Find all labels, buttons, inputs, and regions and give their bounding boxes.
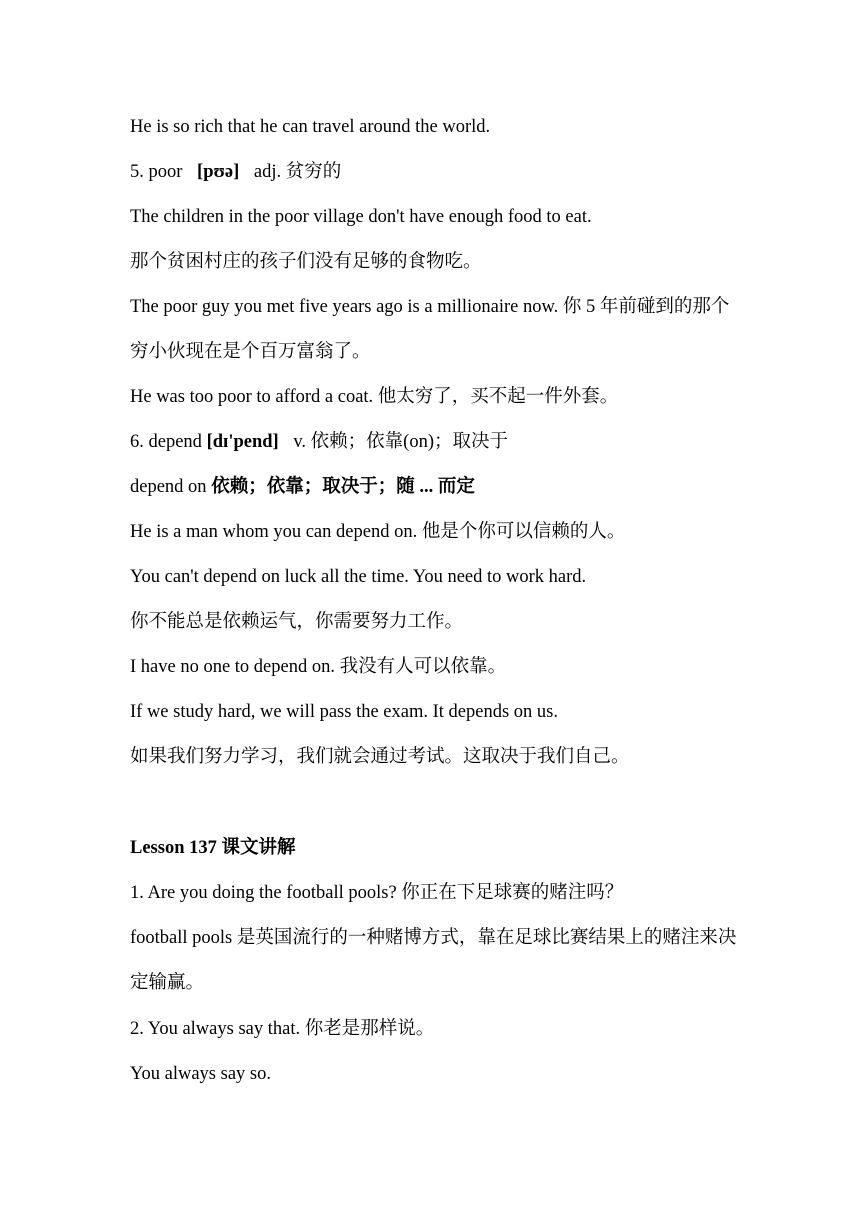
vocab-pos: adj. (253, 162, 282, 182)
vocab-pos: v. (293, 432, 307, 452)
vocab-word: 5. poor (130, 162, 183, 182)
text-paragraph: The poor guy you met five years ago is a millionaire now. 你 5 年前碰到的那个穷小伙现在是个百万富翁了。 (130, 297, 730, 362)
phrase-text: depend on (130, 477, 207, 497)
text-line: 2. You always say that. 你老是那样说。 (130, 1019, 435, 1039)
phrase-meaning: 依赖；依靠；取决于；随 ... 而定 (211, 477, 475, 497)
text-line: 如果我们努力学习，我们就会通过考试。这取决于我们自己。 (130, 747, 630, 767)
text-line: You always say so. (130, 1064, 271, 1084)
phrase-entry (130, 475, 740, 499)
vocab-entry-depend (130, 430, 740, 454)
text-line: I have no one to depend on. 我没有人可以依靠。 (130, 657, 507, 677)
vocab-meaning: 依赖；依靠(on)；取决于 (310, 432, 508, 452)
vocab-meaning: 贫穷的 (285, 162, 342, 182)
text-line: The children in the poor village don't have enough food to eat. (130, 207, 592, 227)
vocab-phonetic: [pʊə] (197, 162, 240, 182)
text-line: He is so rich that he can travel around the world. (130, 117, 491, 137)
text-line: 1. Are you doing the football pools? 你正在下足球赛的赌注吗？ (130, 883, 624, 903)
text-line: 你不能总是依赖运气，你需要努力工作。 (130, 612, 464, 632)
text-line: If we study hard, we will pass the exam. It depends on us. (130, 702, 558, 722)
vocab-phonetic: [dɪ'pend] (206, 432, 279, 452)
text-line: 那个贫困村庄的孩子们没有足够的食物吃。 (130, 252, 482, 272)
section-heading: Lesson 137 课文讲解 (130, 838, 296, 858)
text-line: You can't depend on luck all the time. You need to work hard. (130, 567, 587, 587)
vocab-entry-poor (130, 160, 740, 184)
text-paragraph: football pools 是英国流行的一种赌博方式，靠在足球比赛结果上的赌注来决定输赢。 (130, 928, 737, 993)
vocab-word: 6. depend (130, 432, 202, 452)
text-line: He is a man whom you can depend on. 他是个你可以信赖的人。 (130, 522, 626, 542)
text-line: He was too poor to afford a coat. 他太穷了，买不起一件外套。 (130, 387, 619, 407)
